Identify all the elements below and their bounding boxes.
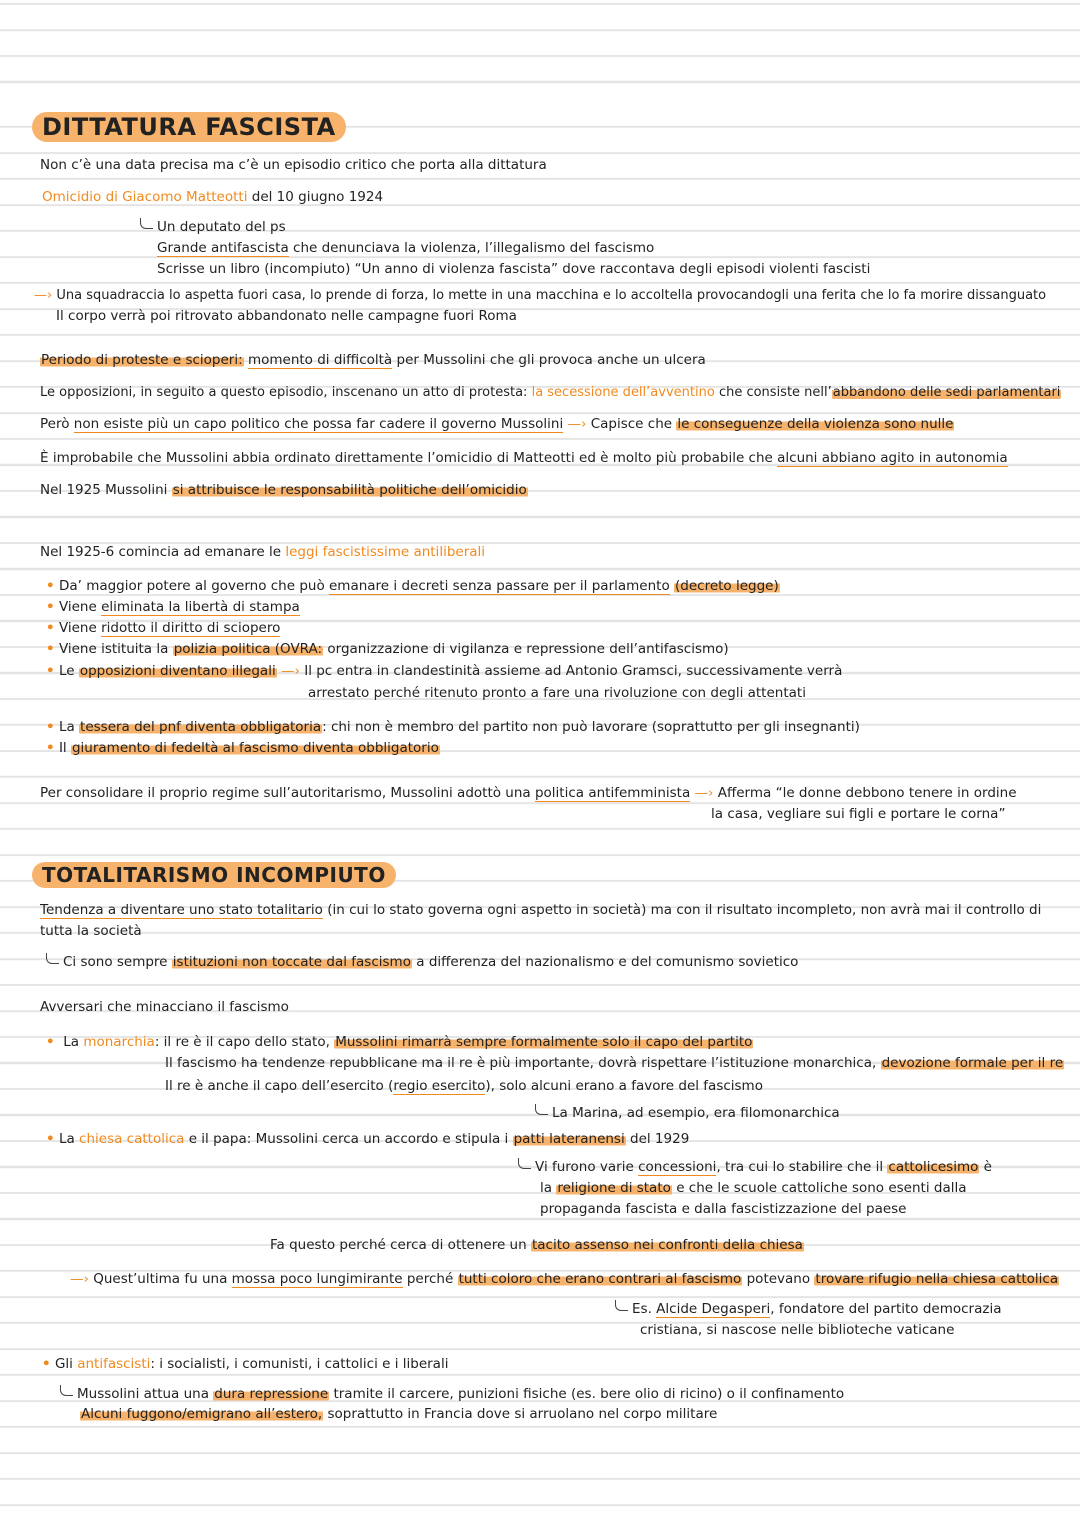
gramsci-line: arrestato perché ritenuto pronto a fare una rivoluzione con degli attentati	[308, 685, 806, 701]
squadraccia-line: —› Una squadraccia lo aspetta fuori casa, lo prende di forza, lo mette in una macchina e lo accoltella provocandogli una ferita che lo fa morire dissanguato	[34, 288, 1047, 303]
arrow-icon: —›	[567, 416, 587, 432]
corna-line: la casa, vegliare sui figli e portare le corna”	[711, 806, 1006, 822]
opposizioni-line: Le opposizioni, in seguito a questo episodio, inscenano un atto di protesta: la secessione dell’avventino che consiste nell’abbandono delle sedi parlamentari	[40, 385, 1061, 400]
tendenza-line: Tendenza a diventare uno stato totalitario (in cui lo stato governa ogni aspetto in società) ma con il risultato incompleto, non avrà mai il controllo di	[40, 902, 1042, 918]
hook-arrow-icon	[140, 218, 153, 229]
improbabile-line: È improbabile che Mussolini abbia ordinato direttamente l’omicidio di Matteotti ed è molto più probabile che alcuni abbiano agito in autonomia	[40, 450, 1008, 466]
repressione-line: Mussolini attua una dura repressione tramite il carcere, punizioni fisiche (es. bere olio di ricino) o il confinamento	[60, 1385, 844, 1403]
hook-arrow-icon	[46, 953, 59, 964]
bullet-icon: •	[42, 1356, 51, 1372]
consolidare-line: Per consolidare il proprio regime sull’autoritarismo, Mussolini adottò una politica antifemminista —› Afferma “le donne debbono tenere in ordine	[40, 785, 1017, 801]
avversari-line: Avversari che minacciano il fascismo	[40, 999, 289, 1015]
degasperi-line: Es. Alcide Degasperi, fondatore del partito democrazia	[615, 1300, 1001, 1318]
bullet-icon: •	[46, 663, 55, 679]
bullet-icon: •	[46, 599, 55, 615]
propaganda-line: propaganda fascista e dalla fascistizzazione del paese	[540, 1201, 907, 1217]
pero-line: Però non esiste più un capo politico che possa far cadere il governo Mussolini —› Capisce che le conseguenze della violenza sono nulle	[40, 416, 954, 432]
corpo-line: Il corpo verrà poi ritrovato abbandonato nelle campagne fuori Roma	[56, 308, 517, 324]
antifascista-line: Grande antifascista che denunciava la violenza, l’illegalismo del fascismo	[157, 240, 655, 256]
intro-line: Non c’è una data precisa ma c’è un episodio critico che porta alla dittatura	[40, 157, 547, 173]
section-title-dittatura: DITTATURA FASCISTA	[32, 112, 346, 142]
arrow-icon: —›	[34, 288, 53, 303]
bullet-decreto: • Da’ maggior potere al governo che può emanare i decreti senza passare per il parlamento (decreto legge)	[46, 578, 779, 594]
bullet-ovra: • Viene istituita la polizia politica (OVRA: organizzazione di vigilanza e repressione dell’antifascismo)	[46, 641, 729, 657]
libro-line: Scrisse un libro (incompiuto) “Un anno di violenza fascista” dove raccontava degli episodi violenti fascisti	[157, 261, 871, 277]
leggi-line: Nel 1925-6 comincia ad emanare le leggi fascistissime antiliberali	[40, 544, 486, 560]
section-title-totalitarismo: TOTALITARISMO INCOMPIUTO	[32, 862, 396, 888]
hook-arrow-icon	[535, 1104, 548, 1115]
bullet-icon: •	[46, 578, 55, 594]
bullet-antifascisti: • Gli antifascisti: i socialisti, i comunisti, i cattolici e i liberali	[42, 1356, 449, 1372]
arrow-icon: —›	[694, 785, 714, 801]
monarchia-line-3: Il re è anche il capo dell’esercito (regio esercito), solo alcuni erano a favore del fascismo	[165, 1078, 763, 1094]
omicidio-line: Omicidio di Giacomo Matteotti del 10 giugno 1924	[42, 189, 384, 205]
emigrano-line: Alcuni fuggono/emigrano all’estero, soprattutto in Francia dove si arruolano nel corpo militare	[81, 1406, 718, 1422]
bullet-icon: •	[46, 620, 55, 636]
bullet-monarchia: • La monarchia: il re è il capo dello stato, Mussolini rimarrà sempre formalmente solo il capo del partito	[46, 1034, 753, 1050]
degasperi-line-2: cristiana, si nascose nelle biblioteche vaticane	[640, 1322, 955, 1338]
istituzioni-line: Ci sono sempre istituzioni non toccate dal fascismo a differenza del nazionalismo e del comunismo sovietico	[46, 953, 798, 971]
bullet-opposizioni: • Le opposizioni diventano illegali —› Il pc entra in clandestinità assieme ad Antonio Gramsci, successivamente verrà	[46, 663, 843, 679]
bullet-icon: •	[46, 1034, 55, 1050]
bullet-chiesa: • La chiesa cattolica e il papa: Mussolini cerca un accordo e stipula i patti lateranensi del 1929	[46, 1131, 690, 1147]
hook-arrow-icon	[60, 1385, 73, 1396]
assenso-line: Fa questo perché cerca di ottenere un tacito assenso nei confronti della chiesa	[270, 1237, 803, 1253]
bullet-tessera: • La tessera del pnf diventa obbligatoria: chi non è membro del partito non può lavorare (soprattutto per gli insegnanti)	[46, 719, 860, 735]
bullet-icon: •	[46, 719, 55, 735]
periodo-line: Periodo di proteste e scioperi: momento di difficoltà per Mussolini che gli provoca anche un ulcera	[41, 352, 706, 368]
tendenza-line-2: tutta la società	[40, 923, 142, 939]
bullet-giuramento: • Il giuramento di fedeltà al fascismo diventa obbligatorio	[46, 740, 439, 756]
bullet-icon: •	[46, 1131, 55, 1147]
religione-line: la religione di stato e che le scuole cattoliche sono esenti dalla	[540, 1180, 967, 1196]
bullet-stampa: • Viene eliminata la libertà di stampa	[46, 599, 300, 615]
bullet-icon: •	[46, 740, 55, 756]
concessioni-line: Vi furono varie concessioni, tra cui lo stabilire che il cattolicesimo è	[518, 1158, 992, 1176]
marina-line: La Marina, ad esempio, era filomonarchica	[535, 1104, 840, 1122]
bullet-sciopero: • Viene ridotto il diritto di sciopero	[46, 620, 281, 636]
monarchia-line-2: Il fascismo ha tendenze repubblicane ma il re è più importante, dovrà rispettare l’istituzione monarchica, devozione formale per il re	[165, 1055, 1064, 1071]
mossa-line: —› Quest’ultima fu una mossa poco lungimirante perché tutti coloro che erano contrari al fascismo potevano trovare rifugio nella chiesa cattolica	[70, 1271, 1059, 1287]
hook-arrow-icon	[615, 1300, 628, 1311]
hook-arrow-icon	[518, 1158, 531, 1169]
deputato-line: Un deputato del ps	[140, 218, 286, 236]
arrow-icon: —›	[70, 1271, 89, 1287]
bullet-icon: •	[46, 641, 55, 657]
arrow-icon: —›	[281, 663, 300, 679]
nel1925-line: Nel 1925 Mussolini si attribuisce le responsabilità politiche dell’omicidio	[40, 482, 527, 498]
